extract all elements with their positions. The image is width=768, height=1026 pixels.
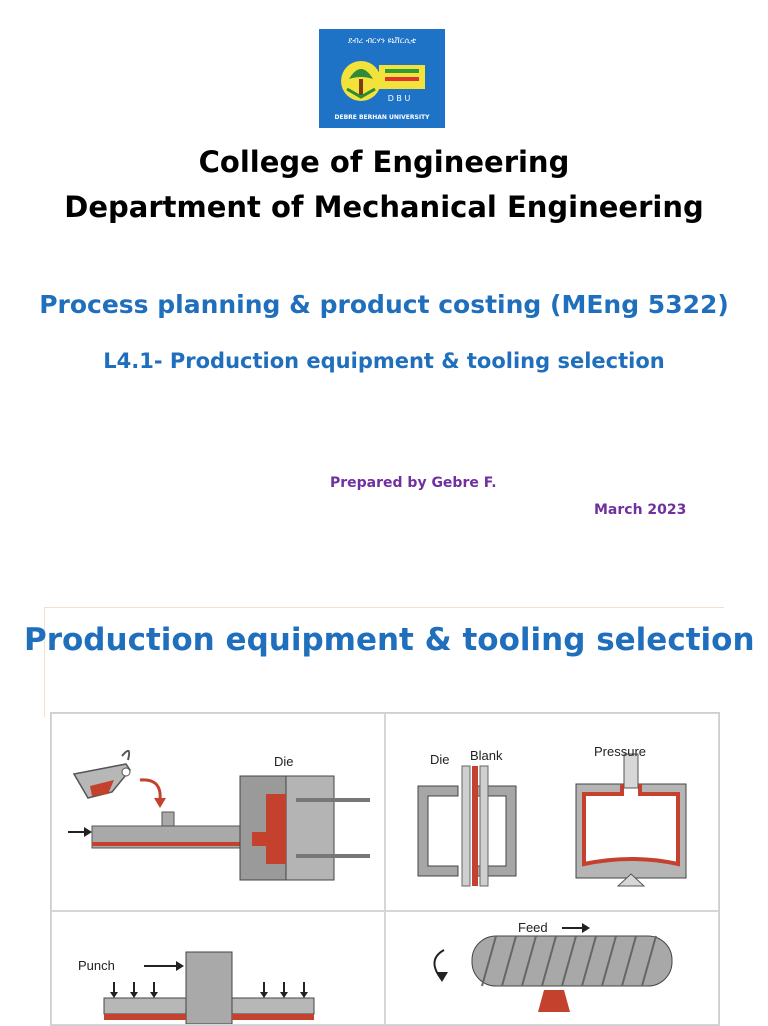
college-heading: College of Engineering	[198, 145, 570, 179]
logo-initials: D B U	[387, 94, 411, 103]
die-label: Die	[430, 752, 450, 767]
slide-title: Production equipment & tooling selection	[24, 622, 755, 658]
university-logo	[319, 29, 445, 128]
lecture-title: L4.1- Production equipment & tooling selection	[103, 349, 665, 373]
feed-label: Feed	[518, 920, 548, 935]
forming-diagram	[385, 713, 719, 911]
decorative-line	[44, 607, 724, 608]
punch-label: Punch	[78, 958, 115, 973]
logo-bottom-text: DEBRE BERHAN UNIVERSITY	[334, 114, 430, 121]
punching-diagram	[51, 911, 385, 1025]
die-casting-diagram	[51, 713, 385, 911]
threading-diagram	[385, 911, 719, 1025]
pressure-label: Pressure	[594, 744, 647, 759]
logo-top-text: ደብረ ብርሃን ዩኒቨርሲቲ	[347, 36, 417, 45]
logo-graphic	[319, 29, 445, 128]
blank-label: Blank	[470, 748, 503, 763]
prepared-by: Prepared by Gebre F.	[330, 475, 497, 491]
die-label: Die	[274, 754, 294, 769]
date-label: March 2023	[594, 502, 687, 518]
content-slide	[0, 604, 768, 1024]
course-title: Process planning & product costing (MEng 5322)	[39, 290, 729, 319]
department-heading: Department of Mechanical Engineering	[64, 190, 704, 224]
process-diagram-grid	[50, 712, 720, 1026]
